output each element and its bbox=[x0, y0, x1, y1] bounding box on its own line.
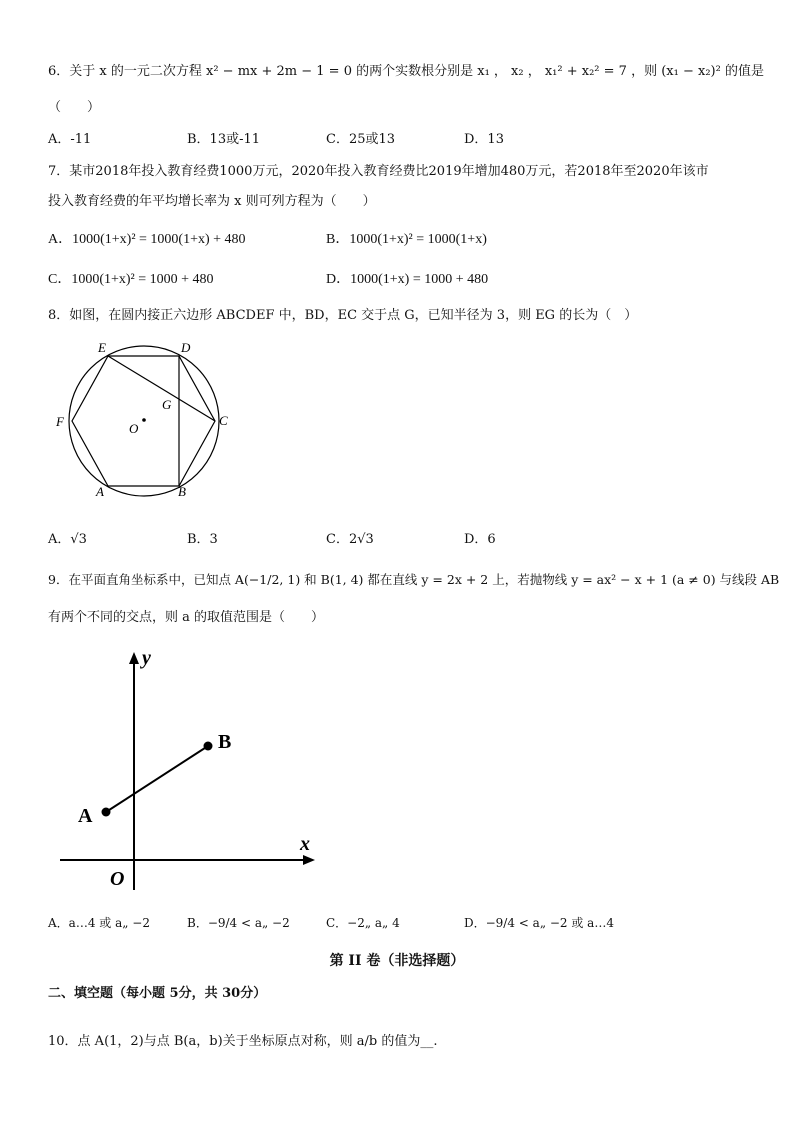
q9-option-b: B．−9/4 < a„ −2 bbox=[187, 916, 290, 930]
point-label-a: A bbox=[78, 805, 93, 827]
q6-stem: 6．关于 x 的一元二次方程 x² − mx + 2m − 1 = 0 的两个实数根分别是 x₁ ， x₂ ， x₁² + x₂² = 7 ，则 (x₁ − x₂)² 的值是 bbox=[48, 64, 764, 79]
q8-option-b: B．3 bbox=[187, 532, 218, 547]
q9-stem-line1: 9．在平面直角坐标系中，已知点 A(−1/2, 1) 和 B(1, 4) 都在直线 y = 2x + 2 上，若抛物线 y = ax² − x + 1 (a ≠ 0) 与线段 AB bbox=[48, 572, 780, 587]
q9-option-c: C．−2„ a„ 4 bbox=[326, 916, 400, 930]
axis-label-x: x bbox=[300, 833, 310, 855]
q6-option-d: D．13 bbox=[464, 132, 504, 147]
q9-option-a: A．a…4 或 a„ −2 bbox=[48, 916, 150, 930]
q6-option-c: C．25或13 bbox=[326, 132, 396, 147]
label-d: D bbox=[181, 340, 191, 355]
label-b: B bbox=[178, 484, 186, 499]
q7-option-a: A．1000(1+x)² = 1000(1+x) + 480 bbox=[48, 232, 246, 247]
q6-paren: （ ） bbox=[48, 100, 101, 115]
q8-option-c: C．2√3 bbox=[326, 532, 374, 547]
q7-option-c: C．1000(1+x)² = 1000 + 480 bbox=[48, 272, 214, 287]
axis-label-y: y bbox=[142, 647, 151, 669]
q7-option-b: B．1000(1+x)² = 1000(1+x) bbox=[326, 232, 487, 247]
q9-stem-line2: 有两个不同的交点，则 a 的取值范围是（ ） bbox=[48, 610, 325, 625]
q8-option-a: A．√3 bbox=[48, 532, 87, 547]
origin-label: O bbox=[110, 868, 125, 890]
coordinate-figure bbox=[50, 640, 330, 900]
point-label-b: B bbox=[218, 731, 232, 753]
section-heading: 二、填空题（每小题 5分，共 30分） bbox=[48, 986, 267, 1001]
q6-option-a: A．-11 bbox=[48, 132, 92, 147]
section-title: 第 II 卷（非选择题） bbox=[329, 953, 465, 969]
label-a: A bbox=[96, 484, 104, 499]
label-c: C bbox=[219, 413, 228, 428]
q8-stem: 8．如图，在圆内接正六边形 ABCDEF 中，BD，EC 交于点 G，已知半径为 3，则 EG 的长为（ ） bbox=[48, 308, 638, 323]
q7-stem-line2: 投入教育经费的年平均增长率为 x 则可列方程为（ ） bbox=[48, 194, 376, 209]
label-f: F bbox=[56, 414, 64, 429]
q9-option-d: D．−9/4 < a„ −2 或 a…4 bbox=[464, 916, 614, 930]
hexagon-figure bbox=[50, 336, 240, 506]
q7-stem-line1: 7．某市2018年投入教育经费1000万元，2020年投入教育经费比2019年增加480万元，若2018年至2020年该市 bbox=[48, 164, 709, 179]
q7-option-d: D．1000(1+x) = 1000 + 480 bbox=[326, 272, 489, 287]
q8-option-d: D．6 bbox=[464, 532, 496, 547]
q10-stem: 10．点 A(1，2)与点 B(a，b)关于坐标原点对称，则 a/b 的值为__. bbox=[48, 1034, 438, 1049]
label-g: G bbox=[162, 397, 172, 412]
label-o: O bbox=[129, 421, 139, 436]
q6-option-b: B．13或-11 bbox=[187, 132, 261, 147]
label-e: E bbox=[98, 340, 106, 355]
